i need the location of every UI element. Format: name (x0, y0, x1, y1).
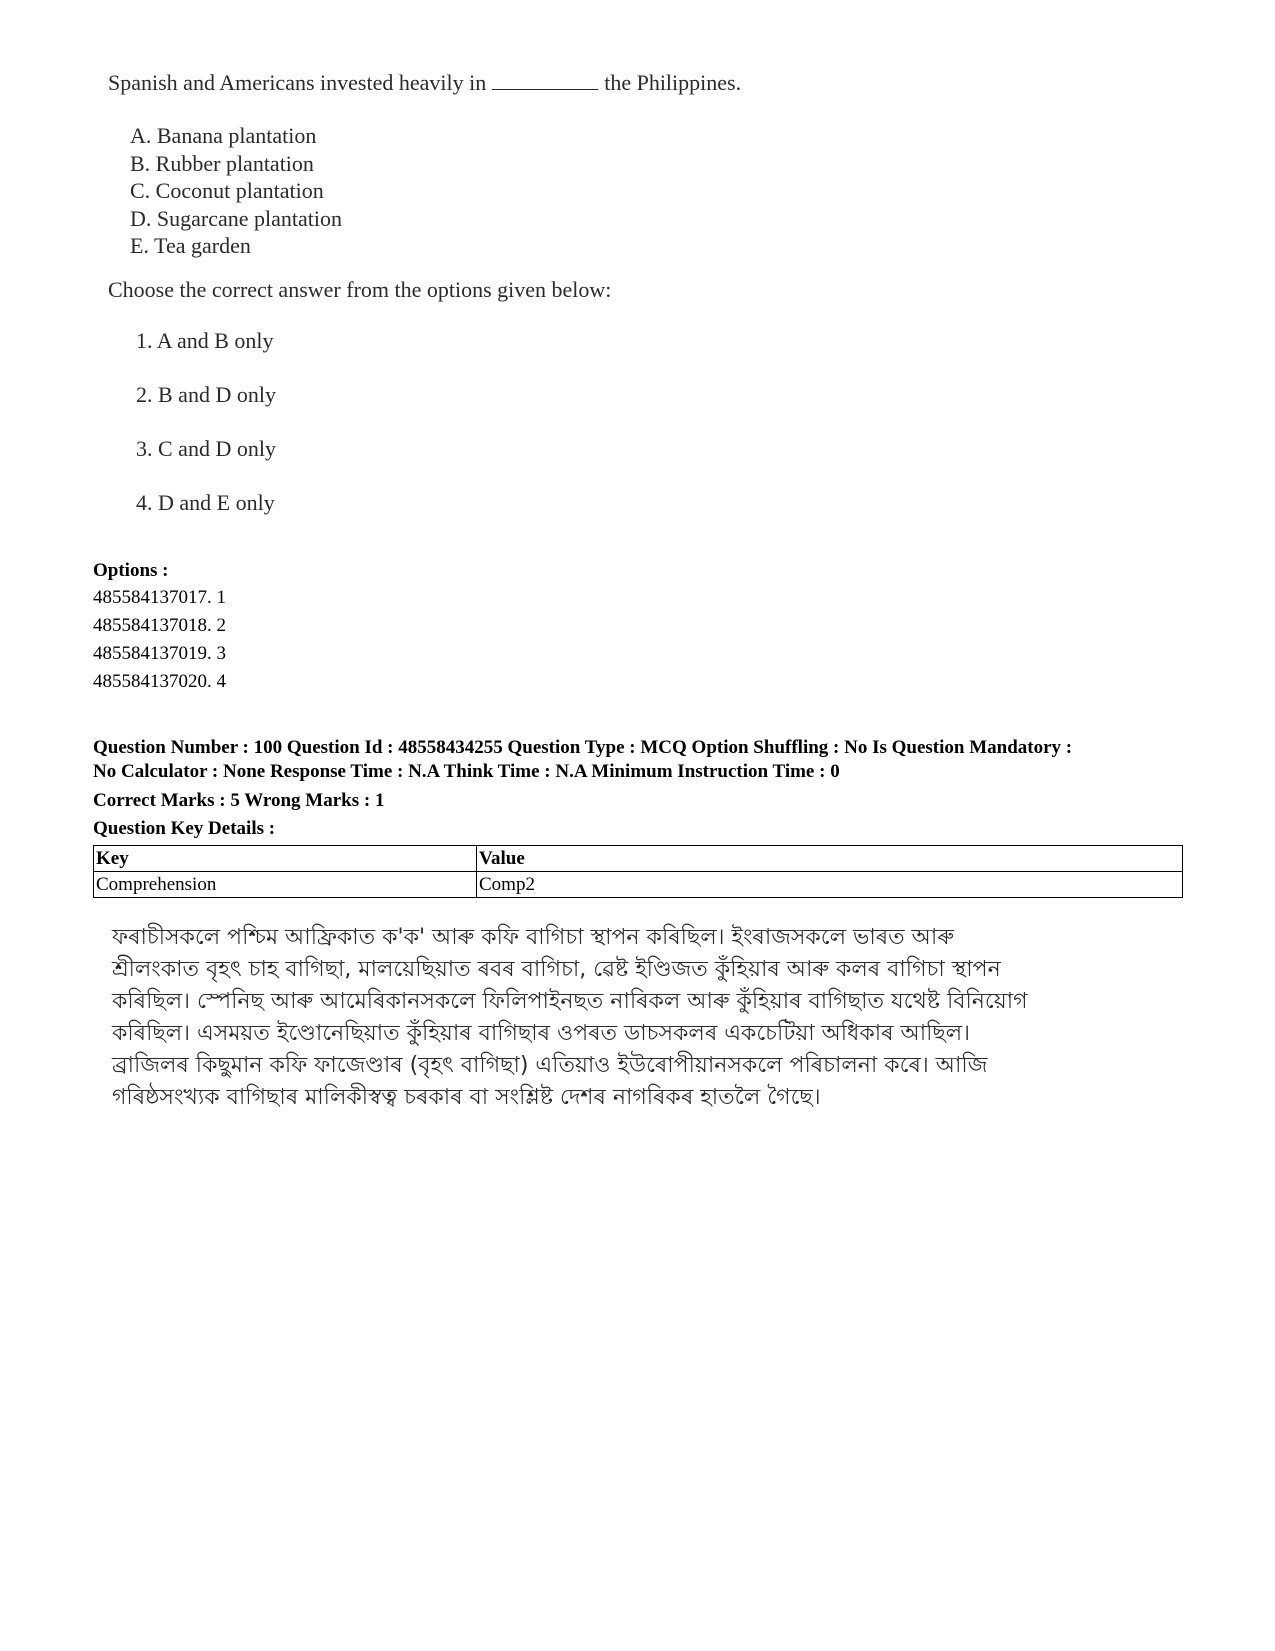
passage-line: গৰিষ্ঠসংখ্যক বাগিছাৰ মালিকীস্বত্ব চৰকাৰ বা সংশ্লিষ্ট দেশৰ নাগৰিকৰ হাতলৈ গৈছে। (112, 1085, 821, 1110)
statement-item: E. Tea garden (130, 233, 251, 258)
answer-choice: 4. D and E only (136, 490, 275, 515)
fill-in-blank (492, 88, 598, 90)
table-header-row (94, 846, 1183, 872)
key-details-table (93, 845, 1183, 898)
table-cell-key: Comprehension (94, 872, 477, 898)
option-item: 485584137020. 4 (93, 671, 226, 692)
options-title: Options : (93, 560, 169, 581)
option-item: 485584137018. 2 (93, 615, 226, 636)
options-list (93, 584, 226, 696)
statement-item: D. Sugarcane plantation (130, 205, 342, 231)
option-item: 485584137019. 3 (93, 643, 226, 664)
statement-item: C. Coconut plantation (130, 178, 324, 203)
comprehension-passage (112, 922, 1152, 1114)
question-meta-line: Question Number : 100 Question Id : 48558434255 Question Type : MCQ Option Shuffling : No Is Question Mandatory : (93, 737, 1073, 758)
statement-item: A. Banana plantation (130, 123, 317, 148)
table-header-value: Value (477, 846, 1183, 872)
marks-line: Correct Marks : 5 Wrong Marks : 1 (93, 790, 385, 811)
table-row (94, 872, 1183, 898)
passage-line: কৰিছিল। এসময়ত ইণ্ডোনেছিয়াত কুঁহিয়াৰ বাগিছাৰ ওপৰত ডাচসকলৰ একচেটিয়া অধিকাৰ আছিল। (112, 1021, 971, 1046)
answer-choice: 2. B and D only (136, 382, 276, 407)
table-cell-value: Comp2 (477, 872, 1183, 898)
answer-choice: 1. A and B only (136, 328, 274, 353)
answer-choice-list (136, 327, 276, 543)
question-meta-line: No Calculator : None Response Time : N.A Think Time : N.A Minimum Instruction Time : 0 (93, 761, 840, 782)
passage-line: শ্ৰীলংকাত বৃহৎ চাহ বাগিছা, মালয়েছিয়াত ৰবৰ বাগিচা, ৱেষ্ট ইণ্ডিজত কুঁহিয়াৰ আৰু কলৰ বাগিচা স্থাপন (112, 957, 1001, 982)
passage-line: ব্ৰাজিলৰ কিছুমান কফি ফাজেণ্ডাৰ (বৃহৎ বাগিছা) এতিয়াও ইউৰোপীয়ানসকলে পৰিচালনা কৰে। আজি (112, 1053, 988, 1078)
passage-line: কৰিছিল। স্পেনিছ আৰু আমেৰিকানসকলে ফিলিপাইনছত নাৰিকল আৰু কুঁহিয়াৰ বাগিছাত যথেষ্ট বিনিয়োগ (112, 989, 1028, 1014)
key-details-title: Question Key Details : (93, 818, 276, 839)
question-stem (108, 70, 741, 96)
table-header-key: Key (94, 846, 477, 872)
question-stem-after: the Philippines. (604, 70, 742, 95)
statement-item: B. Rubber plantation (130, 150, 314, 176)
answer-choice: 3. C and D only (136, 436, 276, 461)
question-meta (93, 736, 1183, 784)
choose-instruction: Choose the correct answer from the options given below: (108, 277, 612, 302)
passage-line: ফৰাচীসকলে পশ্চিম আফ্রিকাত ক'ক' আৰু কফি বাগিচা স্থাপন কৰিছিল। ইংৰাজসকলে ভাৰত আৰু (112, 925, 954, 950)
question-stem-before: Spanish and Americans invested heavily in (108, 70, 487, 95)
option-item: 485584137017. 1 (93, 587, 226, 608)
statement-list (130, 122, 342, 260)
